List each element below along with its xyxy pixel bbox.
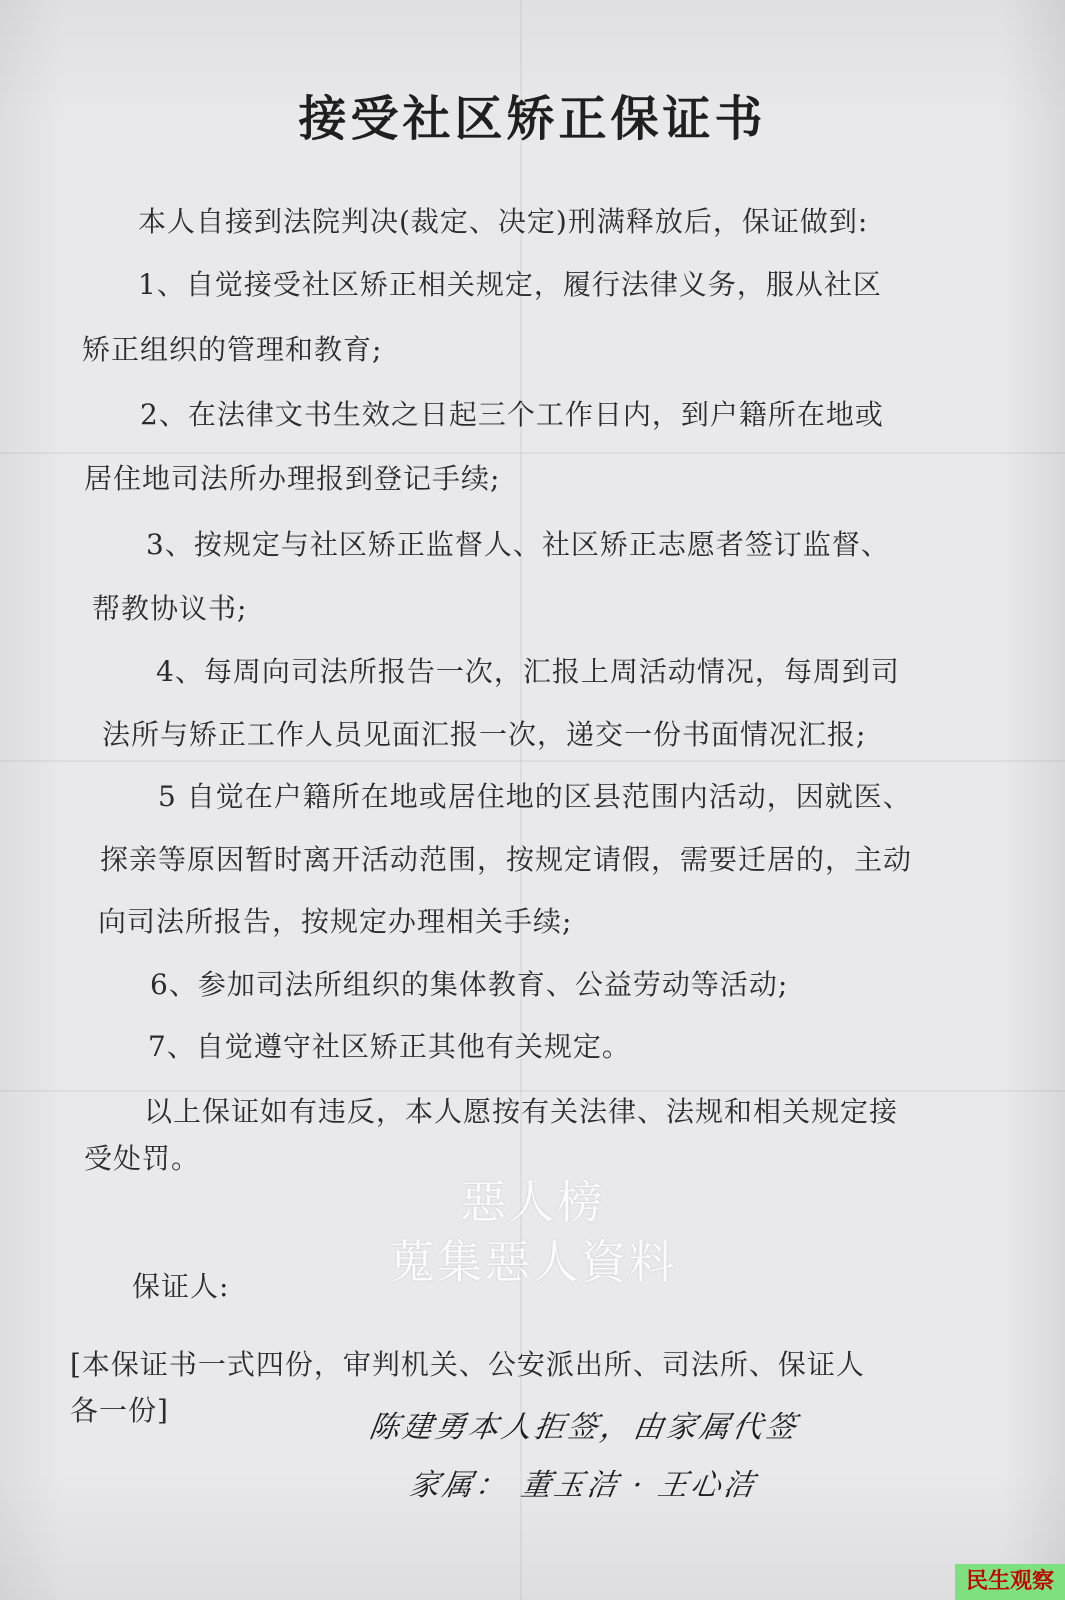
- document-title: 接受社区矫正保证书: [298, 91, 767, 147]
- clause-4-line-2: 法所与矫正工作人员见面汇报一次，递交一份书面情况汇报;: [102, 718, 867, 751]
- clause-5-line-3: 向司法所报告，按规定办理相关手续;: [98, 905, 573, 938]
- footnote-line-1: [本保证书一式四份，审判机关、公安派出所、司法所、保证人: [70, 1348, 865, 1381]
- clause-3-line-1: 3、按规定与社区矫正监督人、社区矫正志愿者签订监督、: [146, 528, 890, 561]
- footnote-line-2: 各一份]: [70, 1394, 169, 1427]
- intro-text: 本人自接到法院判决(裁定、决定)刑满释放后，保证做到:: [138, 205, 869, 238]
- clause-4-line-1: 4、每周向司法所报告一次，汇报上周活动情况，每周到司: [156, 655, 900, 688]
- clause-1-line-1: 1、自觉接受社区矫正相关规定，履行法律义务，服从社区: [138, 268, 882, 301]
- clause-5-line-1: 5 自觉在户籍所在地或居住地的区县范围内活动，因就医、: [158, 780, 912, 813]
- guarantor-label: 保证人:: [132, 1270, 230, 1303]
- paper-crease: [0, 452, 1065, 454]
- closing-line-2: 受处罚。: [84, 1142, 201, 1175]
- watermark-line-2: 蒐集惡人資料: [388, 1235, 677, 1289]
- paper-crease: [0, 1090, 1065, 1092]
- clause-3-line-2: 帮教协议书;: [92, 592, 248, 625]
- clause-7: 7、自觉遵守社区矫正其他有关规定。: [148, 1030, 631, 1063]
- clause-6: 6、参加司法所组织的集体教育、公益劳动等活动;: [150, 968, 789, 1001]
- clause-1-line-2: 矫正组织的管理和教育;: [82, 333, 383, 366]
- clause-2-line-1: 2、在法律文书生效之日起三个工作日内，到户籍所在地或: [140, 398, 884, 431]
- handwritten-family-signatures: 家属： 董玉洁 · 王心洁: [407, 1468, 760, 1503]
- handwritten-refusal-note: 陈建勇本人拒签，由家属代签: [367, 1410, 801, 1445]
- watermark-line-1: 惡人榜: [460, 1175, 605, 1229]
- paper-crease: [0, 760, 1065, 762]
- source-badge: 民生观察: [955, 1564, 1065, 1600]
- clause-2-line-2: 居住地司法所办理报到登记手续;: [84, 462, 501, 495]
- closing-line-1: 以上保证如有违反，本人愿按有关法律、法规和相关规定接: [144, 1095, 899, 1128]
- clause-5-line-2: 探亲等原因暂时离开活动范围，按规定请假，需要迁居的，主动: [100, 843, 913, 876]
